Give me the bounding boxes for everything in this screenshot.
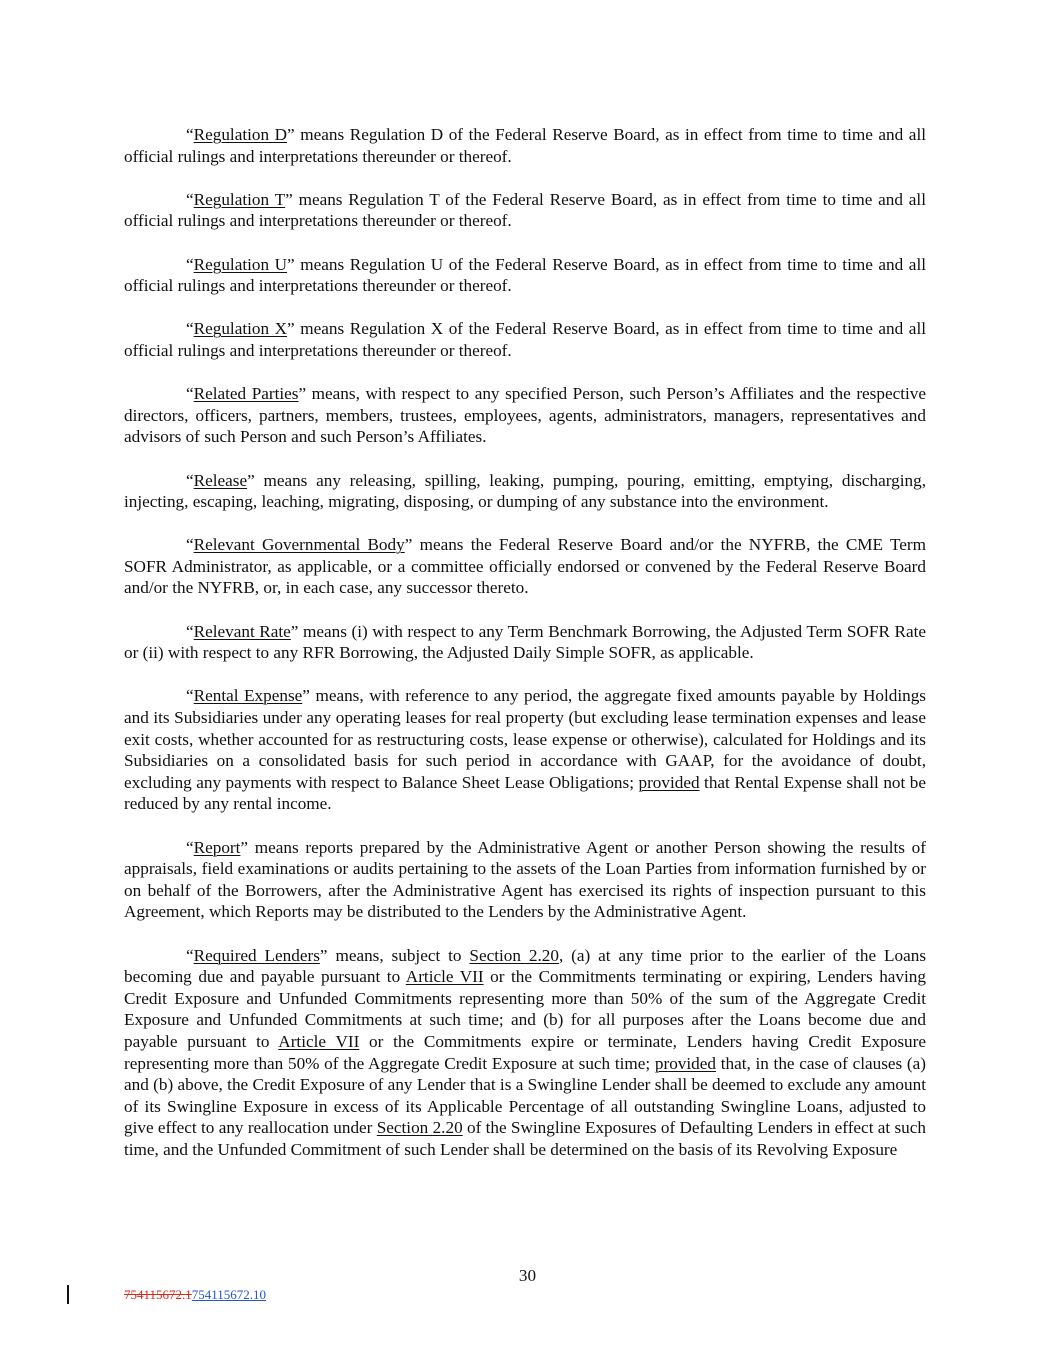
open-quote: “ — [186, 837, 194, 857]
defined-term: Relevant Governmental Body — [193, 535, 405, 555]
open-quote: “ — [186, 535, 194, 555]
open-quote: “ — [186, 189, 194, 209]
definition-regulation-x — [124, 318, 926, 361]
defined-term: Rental Expense — [193, 686, 303, 706]
defined-term: Related Parties — [193, 384, 299, 404]
definition-text: means reports prepared by the Administrative Agent or another Person showing the results of appraisals, field examinations or audits pertaining to the assets of the Loan Parties from information furnished by or on behalf of the Borrowers, after the Administrative Agent has exercised its rights of inspection pursuant to this Agreement, which Reports may be distributed to the Lenders by the Administrative Agent. — [124, 837, 926, 922]
definition-text: that, in the case of clauses (a) and (b) above, the Credit Exposure of any Lender that is a Swingline Lender shall be deemed to exclude any amount of its Swingline Exposure in excess of its Applicable Percentage of all outstanding Swingline Loans, adjusted to give effect to any reallocation under — [124, 1053, 926, 1138]
definition-required-lenders — [124, 945, 926, 1161]
defined-term: Report — [193, 837, 241, 857]
section-reference: Section 2.20 — [469, 945, 559, 965]
definition-regulation-t — [124, 189, 926, 232]
close-quote: ” — [247, 470, 255, 490]
close-quote: ” — [287, 319, 295, 339]
definition-text: means, subject to — [327, 945, 470, 965]
open-quote: “ — [186, 470, 194, 490]
definition-rental-expense — [124, 685, 926, 815]
definition-text: means any releasing, spilling, leaking, pumping, pouring, emitting, emptying, discharging, injecting, escaping, leaching, migrating, disposing, or dumping of any substance into the environment. — [124, 470, 926, 512]
open-quote: “ — [186, 686, 194, 706]
definition-text: means Regulation U of the Federal Reserve Board, as in effect from time to time and all official rulings and interpretations thereunder or thereof. — [124, 254, 926, 296]
close-quote: ” — [287, 125, 295, 144]
open-quote: “ — [186, 319, 194, 339]
defined-term: Regulation X — [193, 319, 288, 339]
definition-text: means the Federal Reserve Board and/or the NYFRB, the CME Term SOFR Administrator, as applicable, or a committee officially endorsed or convened by the Federal Reserve Board and/or the NYFRB, or, in each case, any successor thereto. — [124, 535, 926, 598]
definition-text: , (a) at any time prior to the earlier of the Loans becoming due and payable pursuant to — [124, 945, 927, 987]
definition-text: means, with respect to any specified Person, such Person’s Affiliates and the respective directors, officers, partners, members, trustees, employees, agents, administrators, managers, representatives and advisors of such Person and such Person’s Affiliates. — [124, 384, 926, 447]
document-id-deleted: 754115672.1 — [124, 1287, 192, 1302]
revision-change-bar — [67, 1285, 69, 1304]
close-quote: ” — [319, 945, 328, 965]
definition-text: or the Commitments expire or terminate, Lenders having Credit Exposure representing more than 50% of the Aggregate Credit Exposure at such time; — [124, 1031, 926, 1073]
open-quote: “ — [186, 945, 194, 965]
open-quote: “ — [186, 125, 194, 144]
definition-text: of the Swingline Exposures of Defaulting Lenders in effect at such time, and the Unfunded Commitment of such Lender shall be determined on the basis of its Revolving Exposure — [124, 1118, 927, 1159]
close-quote: ” — [404, 535, 413, 555]
defined-term: Regulation T — [193, 189, 286, 209]
document-body — [124, 124, 926, 1182]
article-reference: Article VII — [405, 967, 484, 987]
proviso-term: provided — [638, 772, 700, 792]
close-quote: ” — [298, 384, 307, 404]
close-quote: ” — [302, 686, 310, 706]
definition-report — [124, 837, 926, 923]
definition-text: means, with reference to any period, the aggregate fixed amounts payable by Holdings and its Subsidiaries under any operating leases for real property (but excluding lease termination expenses and lease exit costs, whether accounted for as restructuring costs, lease expense or otherwise), calculated for Holdings and its Subsidiaries on a consolidated basis for such period in accordance with GAAP, for the avoidance of doubt, excluding any payments with respect to Balance Sheet Lease Obligations; — [124, 686, 926, 792]
open-quote: “ — [186, 621, 194, 641]
definition-regulation-d — [124, 124, 926, 167]
definition-text: means Regulation D of the Federal Reserve Board, as in effect from time to time and all official rulings and interpretations thereunder or thereof. — [124, 125, 926, 166]
close-quote: ” — [285, 189, 293, 209]
open-quote: “ — [186, 254, 194, 274]
definition-text: means Regulation X of the Federal Reserve Board, as in effect from time to time and all official rulings and interpretations thereunder or thereof. — [124, 319, 926, 360]
defined-term: Regulation U — [193, 254, 288, 274]
page-number: 30 — [518, 1266, 537, 1285]
definition-release — [124, 470, 926, 513]
close-quote: ” — [240, 837, 249, 857]
defined-term: Required Lenders — [193, 945, 320, 965]
definition-text: that Rental Expense shall not be reduced by any rental income. — [124, 772, 926, 814]
definition-text: or the Commitments terminating or expiring, Lenders having Credit Exposure and Unfunded Commitments representing more than 50% of the sum of the Aggregate Credit Exposure and Unfunded Commitments at such time; and (b) for all purposes after the Loans become due and payable pursuant to — [124, 967, 926, 1051]
defined-term: Release — [193, 470, 248, 490]
defined-term: Relevant Rate — [193, 621, 291, 641]
close-quote: ” — [287, 254, 295, 274]
proviso-term: provided — [654, 1053, 716, 1073]
definition-text: means Regulation T of the Federal Reserve Board, as in effect from time to time and all official rulings and interpretations thereunder or thereof. — [124, 189, 926, 231]
document-id-inserted: 754115672.10 — [191, 1287, 267, 1302]
section-reference: Section 2.20 — [376, 1118, 463, 1138]
defined-term: Regulation D — [193, 125, 288, 144]
open-quote: “ — [186, 384, 194, 404]
definition-related-parties — [124, 383, 926, 448]
close-quote: ” — [290, 621, 299, 641]
definition-regulation-u — [124, 254, 926, 297]
document-id — [124, 1287, 266, 1303]
definition-relevant-governmental-body — [124, 534, 926, 599]
definition-relevant-rate — [124, 621, 926, 664]
article-reference: Article VII — [278, 1031, 360, 1051]
definition-text: means (i) with respect to any Term Benchmark Borrowing, the Adjusted Term SOFR Rate or (ii) with respect to any RFR Borrowing, the Adjusted Daily Simple SOFR, as applicable. — [124, 621, 926, 663]
